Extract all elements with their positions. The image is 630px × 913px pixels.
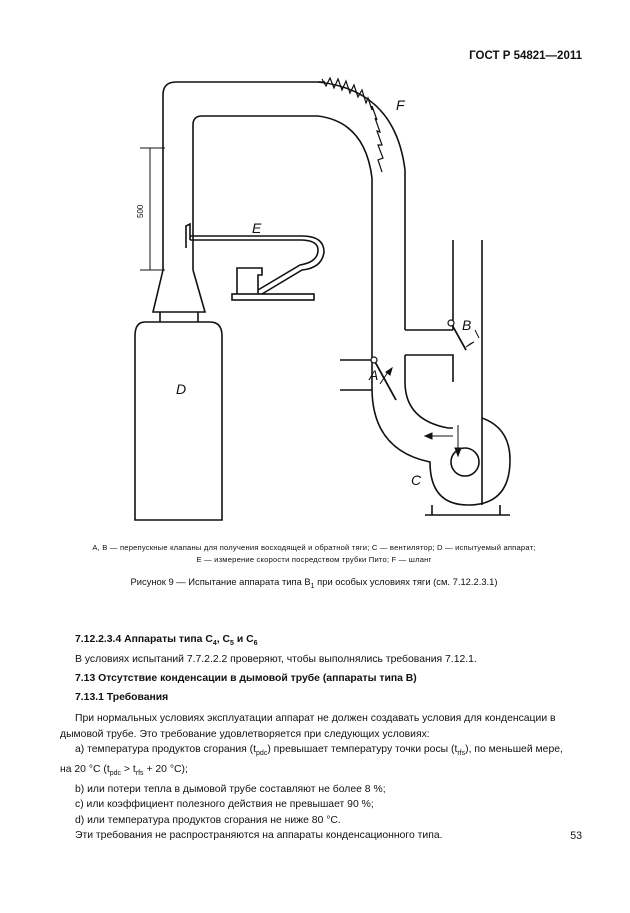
document-header: ГОСТ Р 54821—2011 xyxy=(469,50,582,62)
list-item-a-continued: на 20 °C ($t_{pdc} > t_{rfs} + 20$ °C); xyxy=(60,763,188,777)
figure-legend xyxy=(40,542,588,566)
figure-caption: Рисунок 9 — Испытание аппарата типа $B_1$ при особых условиях тяги (см. 7.12.2.3.1) xyxy=(130,576,498,590)
hose-coils xyxy=(322,78,383,172)
appliance-D-body xyxy=(135,322,222,520)
label-B: B xyxy=(462,317,472,333)
section-7-12-2-3-4 xyxy=(75,632,583,667)
paragraph-last: Эти требования не распространяются на аппараты конденсационного типа. xyxy=(75,830,443,842)
label-C: C xyxy=(411,472,422,488)
fan-C-impeller xyxy=(451,448,479,476)
list-item-a: a) температура продуктов сгорания $(t_{pdc})$ превышает температуру точки росы $(t_{rfs})$, по меньшей мере, xyxy=(75,744,563,758)
label-E: E xyxy=(252,220,262,236)
list-item-c: c) или коэффициент полезного действия не превышает 90 %; xyxy=(75,799,374,811)
page-number: 53 xyxy=(570,830,582,842)
fan-C-housing xyxy=(405,355,453,428)
draft-diverter xyxy=(153,270,205,312)
legend-line-1: A, B — перепускные клапаны для получения восходящей и обратной тяги; C — вентилятор; D — испытуемый аппарат; xyxy=(92,543,536,552)
flue-pipe-right xyxy=(193,116,318,270)
list-item-d: d) или температура продуктов сгорания не ниже 80 °C. xyxy=(75,814,341,826)
section-text: В условиях испытаний 7.7.2.2.2 проверяют, чтобы выполнялись требования 7.12.1. xyxy=(75,653,477,665)
section-7-13-1-body xyxy=(60,711,584,844)
manometer xyxy=(237,268,262,294)
label-F: F xyxy=(396,97,405,113)
pitot-tube-E xyxy=(190,240,318,290)
label-A: A xyxy=(369,367,379,383)
paragraph: При нормальных условиях эксплуатации аппарат не должен создавать условия для конденсации в дымовой трубе. Это требование удовлетворяется при следующих условиях: xyxy=(60,713,556,740)
legend-line-2: E — измерение скорости посредством трубки Пито; F — шланг xyxy=(196,555,432,564)
dimension-500: 500 xyxy=(136,204,145,218)
flue-pipe-left xyxy=(163,82,325,270)
list-item-b: b) или потери тепла в дымовой трубе составляют не более 8 %; xyxy=(75,783,386,795)
section-7-13-1-heading: 7.13.1 Требования xyxy=(75,692,169,703)
section-7-13-heading: 7.13 Отсутствие конденсации в дымовой трубе (аппараты типа B) xyxy=(75,673,417,684)
section-heading: 7.12.2.3.4 Аппараты типа $C_4$, $C_5$ и $C_6$ xyxy=(75,634,258,648)
label-D: D xyxy=(176,381,187,397)
